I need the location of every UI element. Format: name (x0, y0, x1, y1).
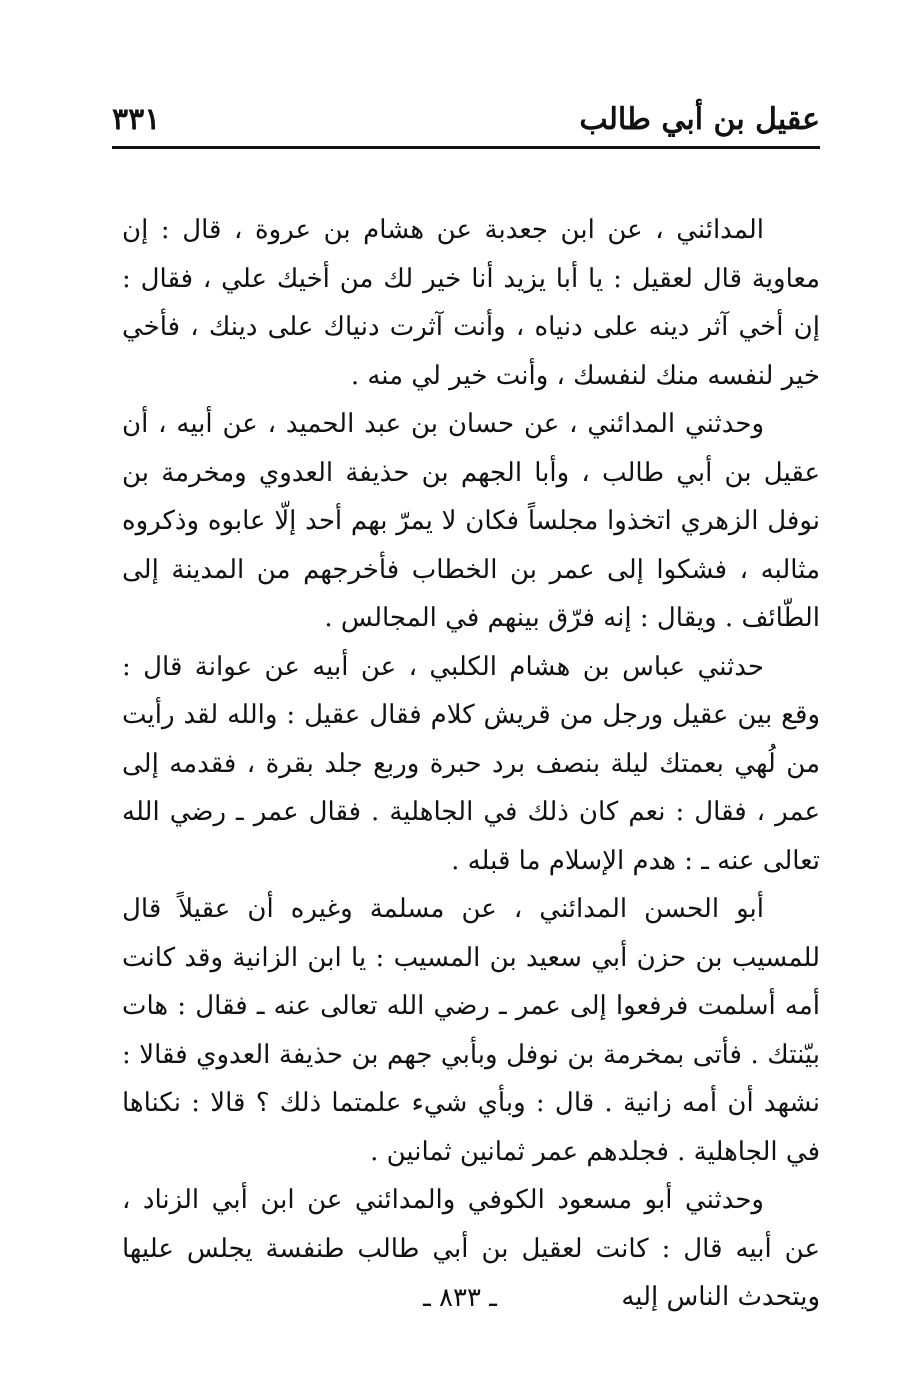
paragraph-3: حدثني عباس بن هشام الكلبي ، عن أبيه عن عوانة قال : وقع بين عقيل ورجل من قريش كلام فقال عقيل : والله لقد رأيت من لُهي بعمتك ليلة بنصف برد حبرة وربع جلد بقرة ، فقدمه إلى عمر ، فقال : نعم كان ذلك في الجاهلية . فقال عمر ـ رضي الله تعالى عنه ـ : هدم الإسلام ما قبله . (122, 651, 820, 876)
footer-folio: ـ ٨٣٣ ـ (423, 1283, 497, 1313)
paragraph-5: وحدثني أبو مسعود الكوفي والمدائني عن ابن أبي الزناد ، عن أبيه قال : كانت لعقيل بن أبي طالب طنفسة يجلس عليها ويتحدث الناس إليه (122, 1185, 820, 1312)
paragraph-4: أبو الحسن المدائني ، عن مسلمة وغيره أن عقيلاً قال للمسيب بن حزن أبي سعيد بن المسيب : يا ابن الزانية وقد كانت أمه أسلمت فرفعوا إلى عمر ـ رضي الله تعالى عنه ـ فقال : هات بيّنتك . فأتى بمخرمة بن نوفل وبأبي جهم بن حذيفة العدوي فقالا : نشهد أن أمه زانية . قال : وبأي شيء علمتما ذلك ؟ قالا : نكناها في الجاهلية . فجلدهم عمر ثمانين ثمانين . (122, 894, 820, 1167)
page-number: ٣٣١ (112, 102, 161, 137)
page-header (112, 96, 820, 152)
header-rule (112, 146, 820, 149)
paragraph-2: وحدثني المدائني ، عن حسان بن عبد الحميد ، عن أبيه ، أن عقيل بن أبي طالب ، وأبا الجهم بن حذيفة العدوي ومخرمة بن نوفل الزهري اتخذوا مجلساً فكان لا يمرّ بهم أحد إلّا عابوه وذكروه مثالبه ، فشكوا إلى عمر بن الخطاب فأخرجهم من المدينة إلى الطّائف . ويقال : إنه فرّق بينهم في المجالس . (122, 409, 820, 633)
body-text (122, 206, 820, 1322)
running-title: عقيل بن أبي طالب (579, 102, 820, 137)
paragraph-1: المدائني ، عن ابن جعدبة عن هشام بن عروة ، قال : إن معاوية قال لعقيل : يا أبا يزيد أنا خير لك من أخيك علي ، فقال : إن أخي آثر دينه على دنياه ، وأنت آثرت دنياك على دينك ، فأخي خير لنفسه منك لنفسك ، وأنت خير لي منه . (122, 215, 820, 391)
